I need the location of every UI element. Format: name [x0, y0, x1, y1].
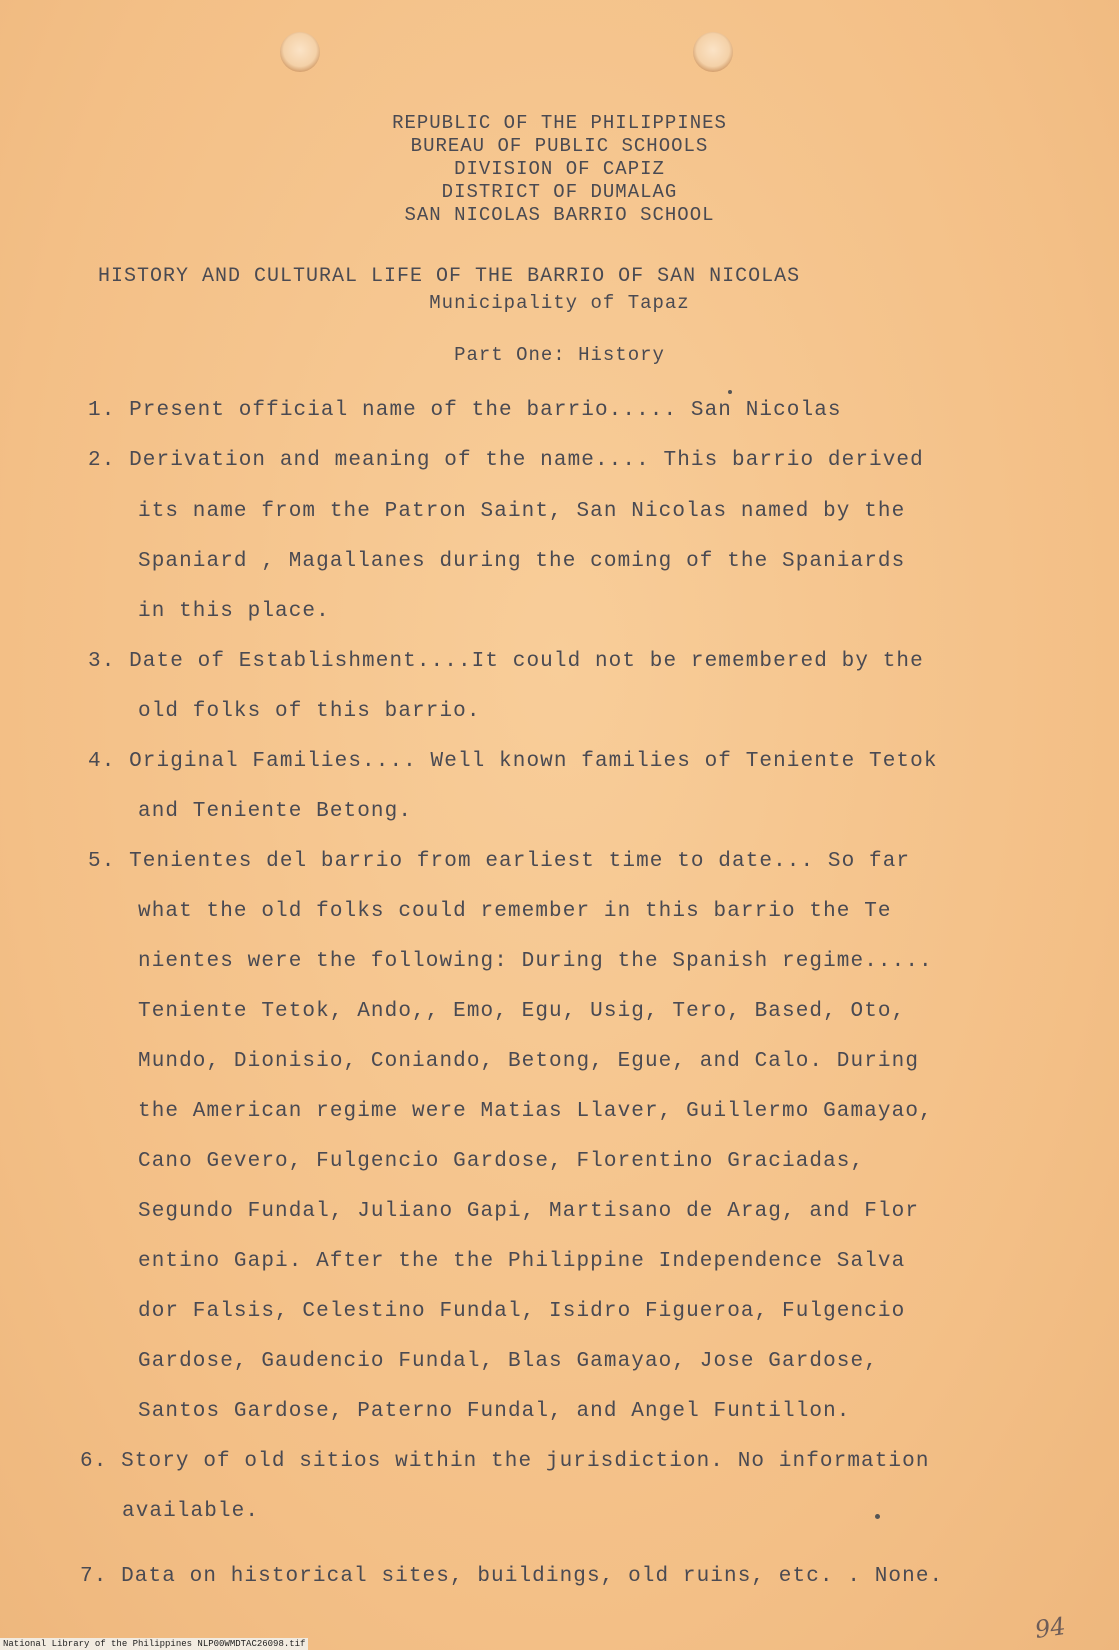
archive-footer: National Library of the Philippines NLP00WMDTAC26098.tif [0, 1638, 308, 1650]
part-heading: Part One: History [454, 344, 665, 366]
item-1-line: 1. Present official name of the barrio..... San Nicolas [88, 399, 842, 422]
item-2-line: in this place. [138, 600, 330, 623]
header-bureau: BUREAU OF PUBLIC SCHOOLS [410, 135, 709, 157]
item-5-line: Teniente Tetok, Ando,, Emo, Egu, Usig, Tero, Based, Oto, [138, 1000, 906, 1023]
item-2-line: Spaniard , Magallanes during the coming of the Spaniards [138, 550, 906, 573]
item-5-line: Cano Gevero, Fulgencio Gardose, Florentino Graciadas, [138, 1150, 865, 1173]
item-5-line: what the old folks could remember in this barrio the Te [138, 900, 892, 923]
item-5-line: Mundo, Dionisio, Coniando, Betong, Egue, and Calo. During [138, 1050, 920, 1073]
item-6-line: 6. Story of old sitios within the jurisdiction. No information [80, 1450, 930, 1473]
item-5-line: nientes were the following: During the Spanish regime..... [138, 950, 933, 973]
item-5-line: Gardose, Gaudencio Fundal, Blas Gamayao, Jose Gardose, [138, 1350, 878, 1373]
item-4-line: 4. Original Families.... Well known families of Teniente Tetok [88, 750, 938, 773]
item-5-line: 5. Tenientes del barrio from earliest time to date... So far [88, 850, 911, 873]
header-district: DISTRICT OF DUMALAG [441, 181, 678, 203]
item-2-line: 2. Derivation and meaning of the name.... This barrio derived [88, 449, 924, 472]
document-subtitle: Municipality of Tapaz [429, 292, 690, 314]
item-3-line: 3. Date of Establishment....It could not be remembered by the [88, 650, 924, 673]
item-5-line: entino Gapi. After the the Philippine Independence Salva [138, 1250, 906, 1273]
document-header [0, 112, 1119, 227]
ink-speck [728, 390, 732, 394]
punch-hole-right [693, 32, 733, 72]
item-2-line: its name from the Patron Saint, San Nicolas named by the [138, 500, 906, 523]
handwritten-page-number: 94 [1033, 1612, 1068, 1644]
header-school: SAN NICOLAS BARRIO SCHOOL [404, 204, 715, 226]
header-division: DIVISION OF CAPIZ [454, 158, 665, 180]
item-7-line: 7. Data on historical sites, buildings, old ruins, etc. . None. [80, 1565, 944, 1588]
document-title: HISTORY AND CULTURAL LIFE OF THE BARRIO OF SAN NICOLAS [98, 265, 801, 288]
item-5-line: dor Falsis, Celestino Fundal, Isidro Figueroa, Fulgencio [138, 1300, 906, 1323]
item-4-line: and Teniente Betong. [138, 800, 413, 823]
item-5-line: Segundo Fundal, Juliano Gapi, Martisano de Arag, and Flor [138, 1200, 920, 1223]
punch-hole-left [280, 32, 320, 72]
item-3-line: old folks of this barrio. [138, 700, 481, 723]
item-5-line: the American regime were Matias Llaver, Guillermo Gamayao, [138, 1100, 933, 1123]
header-republic: REPUBLIC OF THE PHILIPPINES [392, 112, 727, 134]
item-5-line: Santos Gardose, Paterno Fundal, and Angel Funtillon. [138, 1400, 851, 1423]
ink-speck [875, 1514, 880, 1519]
item-6-line: available. [122, 1500, 260, 1523]
